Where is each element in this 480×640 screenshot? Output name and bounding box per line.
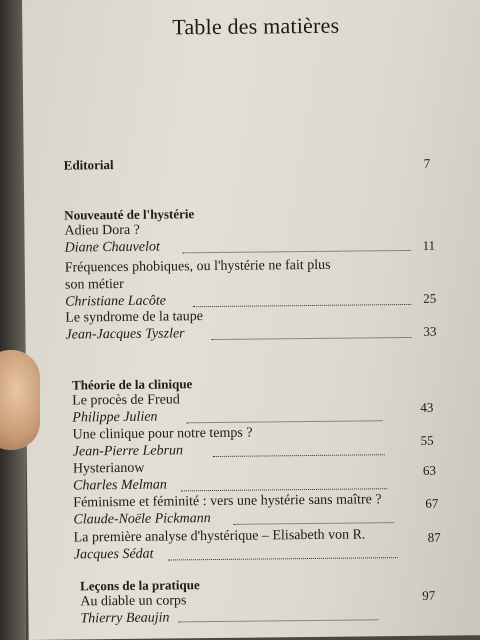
entry-title: Le syndrome de la taupe: [65, 309, 204, 326]
leader-dots: [168, 556, 398, 560]
leader-dots: [233, 521, 393, 525]
entry-title: Féminisme et féminité : vers une hystérie sans maître ?: [73, 492, 382, 511]
leader-dots: [213, 453, 385, 457]
section-heading: Nouveauté de l'hystérie: [64, 206, 195, 223]
entry-page: 55: [420, 432, 434, 448]
entry-author: Christiane Lacôte: [65, 293, 166, 310]
entry-author: Diane Chauvelot: [64, 239, 160, 256]
leader-dots: [212, 336, 412, 340]
section-heading: Théorie de la clinique: [71, 376, 193, 393]
book-page: [22, 0, 480, 640]
entry-page: 33: [423, 323, 437, 339]
entry-page: 67: [425, 495, 439, 511]
entry-author: Charles Melman: [73, 477, 167, 494]
leader-dots: [183, 249, 411, 253]
entry-page: 43: [420, 399, 434, 415]
entry-title: Une clinique pour notre temps ?: [72, 425, 253, 443]
entry-page: 25: [423, 290, 437, 306]
entry-author: Jean-Pierre Lebrun: [72, 443, 184, 460]
leader-dots: [179, 618, 379, 622]
entry-title: Fréquences phobiques, ou l'hystérie ne fait plus: [64, 257, 331, 276]
entry-author: Philippe Julien: [72, 409, 158, 426]
leader-dots: [193, 303, 411, 307]
thumb: [0, 350, 40, 450]
entry-title-continued: son métier: [64, 276, 124, 293]
entry-author: Jean-Jacques Tyszler: [65, 326, 185, 343]
entry-title: Le procès de Freud: [72, 392, 180, 409]
entry-title: Au diable un corps: [80, 593, 187, 610]
leader-dots: [181, 487, 387, 491]
entry-title: Hysterianow: [72, 460, 145, 477]
entry-author: Thierry Beaujin: [80, 610, 170, 627]
entry-title: Adieu Dora ?: [64, 222, 140, 239]
section-heading: Leçons de la pratique: [80, 577, 200, 594]
entry-author: Jacques Sédat: [73, 546, 154, 563]
editorial-page: 7: [423, 155, 431, 171]
entry-page: 63: [422, 462, 437, 478]
entry-author: Claude-Noële Pickmann: [73, 511, 211, 528]
page-title: Table des matières: [172, 12, 340, 40]
leader-dots: [186, 419, 382, 423]
editorial-label: Editorial: [63, 157, 114, 173]
entry-title: La première analyse d'hystérique – Elisabeth von R.: [73, 527, 366, 546]
entry-page: 87: [427, 529, 441, 545]
entry-page: 97: [422, 587, 436, 603]
entry-page: 11: [422, 237, 436, 253]
